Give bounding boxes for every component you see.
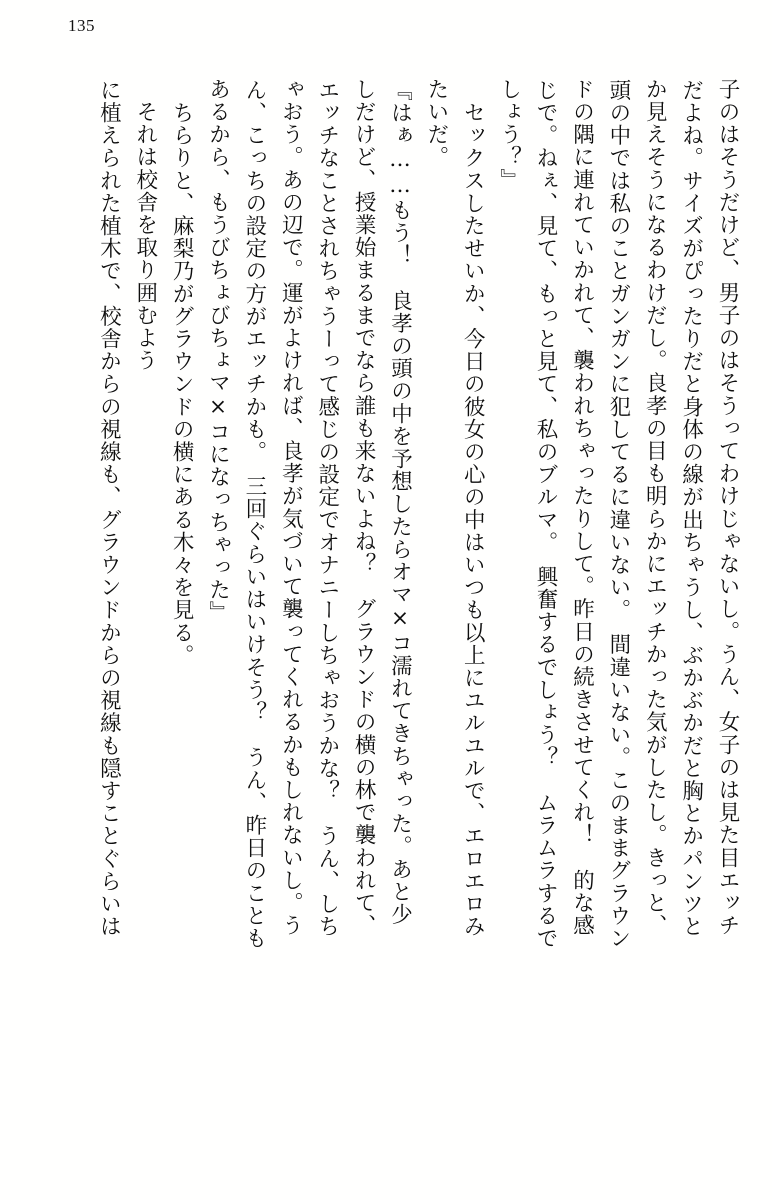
text-column: それは校舎を取り囲むよう <box>132 78 158 372</box>
text-column: あるから、もうびちょびちょマ×コになっちゃった』 <box>205 78 231 624</box>
text-column: たいだ。 <box>423 78 449 169</box>
text-column: ゃおう。あの辺で。運がよければ、良孝が気づいて襲ってくれるかもしれないし。う <box>278 78 304 937</box>
page-number: 135 <box>68 16 95 35</box>
text-column: ん、こっちの設定の方がエッチかも。 三回ぐらいはいけそう？ うん、昨日のことも <box>241 79 267 950</box>
text-column: か見えそうになるわけだし。良孝の目も明らかにエッチかった気がしたし。きっと、 <box>642 78 668 937</box>
text-column: ドの隅に連れていかれて、襲われちゃったりして。昨日の続きさせてくれ！ 的な感 <box>569 78 595 937</box>
text-column: しょう？』 <box>496 78 522 191</box>
text-column: に植えられた植木で、校舎からの視線も、グラウンドからの視線も隠すことぐらいは <box>96 79 122 938</box>
text-column: 子のはそうだけど、男子のはそうってわけじゃないし。うん、女子のは見た目エッチ <box>715 78 740 937</box>
text-column: ちらりと、麻梨乃がグラウンドの横にある木々を見る。 <box>169 79 195 667</box>
text-column: セックスしたせいか、今日の彼女の心の中はいつも以上にユルユルで、エロエロみ <box>460 79 486 938</box>
text-column: しだけど、授業始まるまでなら誰も来ないよね？ グラウンドの横の林で襲われて、 <box>351 78 377 937</box>
text-column: エッチなことされちゃうーって感じの設定でオナニーしちゃおうかな？ うん、しち <box>314 79 340 938</box>
text-column: じで。ねぇ、見て、もっと見て、私のブルマ。 興奮するでしょう？ ムラムラするで <box>533 79 559 950</box>
text-column: 『はぁ……もう！ 良孝の頭の中を予想したらオマ×コ濡れてきちゃった。あと少 <box>387 79 413 926</box>
text-column: 頭の中では私のことガンガンに犯してるに違いない。 間違いない。このままグラウン <box>605 79 631 950</box>
vertical-text-block <box>38 78 738 1168</box>
text-column: だよね。サイズがぴったりだと身体の線が出ちゃうし、ぶかぶかだと胸とかパンツと <box>678 79 704 938</box>
